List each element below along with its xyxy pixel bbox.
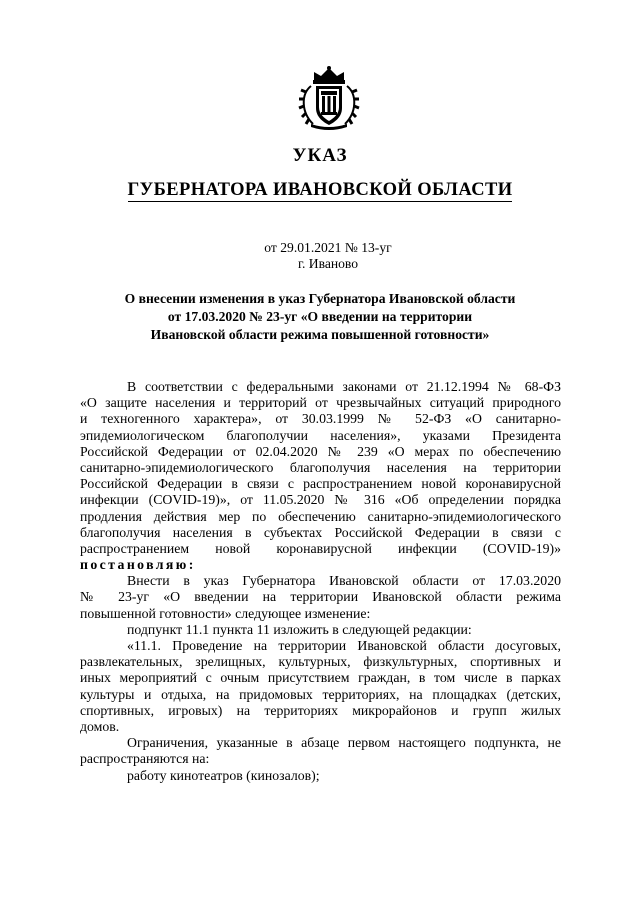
- body-line: иных мероприятий с очным присутствием граждан, в том числе в парках: [80, 670, 561, 686]
- body-line: распространяются на:: [80, 751, 210, 767]
- decree-keyword: постановляю:: [80, 557, 196, 573]
- body-line: благополучия населения в субъектах Российской Федерации в связи с: [80, 524, 561, 540]
- body-line: эпидемиологическом благополучии населения», указами Президента: [80, 427, 561, 443]
- body-line: Российской Федерации в связи с распространением новой коронавирусной: [80, 476, 561, 492]
- document-date-number: от 29.01.2021 № 13-уг: [264, 240, 392, 255]
- document-title: УКАЗ: [292, 145, 348, 166]
- document-subject: [80, 290, 560, 344]
- coat-of-arms-emblem: [297, 64, 361, 130]
- body-line: санитарно-эпидемиологического благополучия населения на территории: [80, 459, 561, 475]
- subject-line: от 17.03.2020 № 23-уг «О введении на территории: [167, 309, 473, 324]
- body-line: подпункт 11.1 пункта 11 изложить в следующей редакции:: [127, 621, 472, 637]
- body-line: и техногенного характера», от 30.03.1999 № 52-ФЗ «О санитарно-: [80, 411, 561, 427]
- body-line: Внести в указ Губернатора Ивановской области от 17.03.2020: [127, 573, 561, 589]
- body-line: продления действия мер по обеспечению санитарно-эпидемиологического: [80, 508, 561, 524]
- body-line: В соответствии с федеральными законами от 21.12.1994 № 68-ФЗ: [127, 379, 561, 394]
- subject-line: О внесении изменения в указ Губернатора Ивановской области: [124, 291, 516, 306]
- subject-line: Ивановской области режима повышенной готовности»: [150, 327, 490, 342]
- body-line: инфекции (COVID-19)», от 11.05.2020 № 316 «Об определении порядка: [80, 492, 561, 508]
- body-line: Ограничения, указанные в абзаце первом настоящего подпункта, не: [127, 735, 561, 751]
- body-line: распространением новой коронавирусной инфекции (COVID-19)»: [80, 540, 561, 556]
- body-line: № 23-уг «О введении на территории Ивановской области режима: [80, 589, 561, 605]
- issuer-title: ГУБЕРНАТОРА ИВАНОВСКОЙ ОБЛАСТИ: [127, 180, 513, 200]
- body-line: работу кинотеатров (кинозалов);: [127, 767, 320, 783]
- body-line: культуры и отдыха, на придомовых территориях, на площадках (детских,: [80, 686, 561, 702]
- body-line: «11.1. Проведение на территории Ивановской области досуговых,: [127, 638, 561, 653]
- document-body: [80, 379, 561, 784]
- body-line: спортивных, игровых) на территориях микрорайонов и групп жилых: [80, 702, 561, 718]
- body-line: развлекательных, зрелищных, культурных, физкультурных, спортивных и: [80, 654, 561, 670]
- document-city: г. Иваново: [297, 256, 359, 271]
- body-line: «О защите населения и территорий от чрезвычайных ситуаций природного: [80, 395, 561, 411]
- body-line: повышенной готовности» следующее изменение:: [80, 605, 371, 621]
- body-line: Российской Федерации от 02.04.2020 № 239 «О мерах по обеспечению: [80, 443, 561, 459]
- body-line: домов.: [80, 718, 120, 734]
